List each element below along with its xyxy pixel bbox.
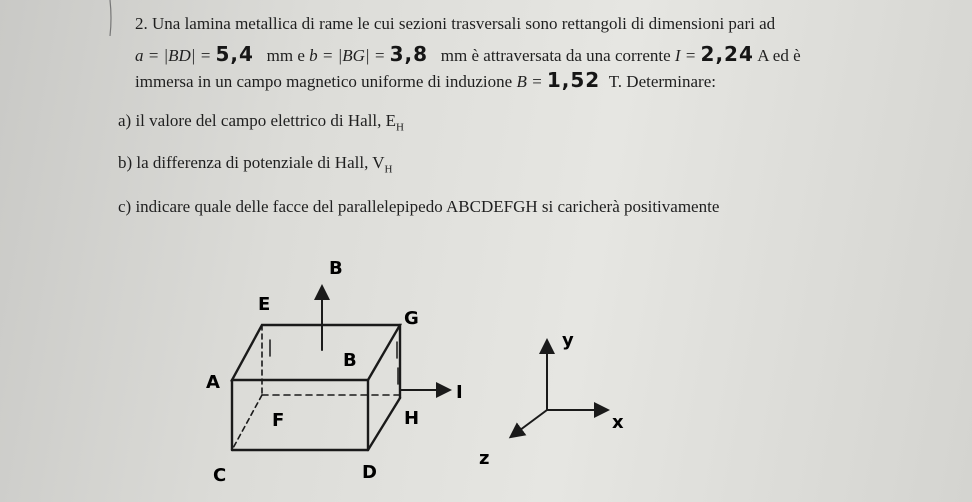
label-d: D — [362, 462, 377, 483]
current-tail: A ed è — [757, 46, 801, 65]
label-b: B — [343, 350, 357, 371]
hidden-edge-f-c — [232, 395, 262, 450]
b-value: 3,8 — [389, 42, 429, 66]
axis-label-z: z — [479, 448, 490, 469]
label-current: I — [456, 382, 463, 403]
field-value: 1,52 — [546, 68, 601, 92]
question-b-sub: H — [384, 163, 393, 176]
problem-text-3b: T. Determinare: — [608, 72, 716, 91]
question-a-text: a) il valore del campo elettrico di Hall, E — [118, 111, 397, 130]
label-h: H — [404, 408, 420, 429]
label-c: C — [213, 465, 227, 486]
question-a-sub: H — [396, 121, 404, 134]
z-axis — [512, 410, 547, 436]
edge-h-d — [368, 398, 400, 450]
label-a: A — [206, 372, 220, 393]
current-value: 2,24 — [700, 42, 754, 66]
question-b-text: b) la differenza di potenziale di Hall, V — [118, 153, 385, 172]
label-e: E — [258, 294, 271, 315]
a-value: 5,4 — [215, 42, 254, 66]
current-label: I = — [674, 46, 697, 65]
problem-number: 2. — [135, 14, 148, 33]
axis-label-x: x — [612, 412, 624, 433]
b-label: b = |BG| = — [309, 46, 386, 65]
axis-label-y: y — [562, 330, 574, 351]
mm-text-2: mm è attraversata da una corrente — [440, 46, 671, 65]
label-g: G — [404, 308, 419, 329]
a-label: a = |BD| = — [135, 46, 212, 65]
problem-text-1: Una lamina metallica di rame le cui sezioni trasversali sono rettangoli di dimensioni pari ad — [152, 14, 776, 33]
label-f: F — [272, 410, 285, 431]
field-label: B = — [516, 72, 543, 91]
mm-text-1: mm e — [266, 46, 305, 65]
label-field-b: B — [329, 258, 343, 279]
question-c-text: c) indicare quale delle facce del parallelepipedo ABCDEFGH si caricherà positivamente — [118, 197, 720, 216]
top-face — [232, 325, 400, 380]
problem-text-3a: immersa in un campo magnetico uniforme di induzione — [135, 72, 513, 91]
